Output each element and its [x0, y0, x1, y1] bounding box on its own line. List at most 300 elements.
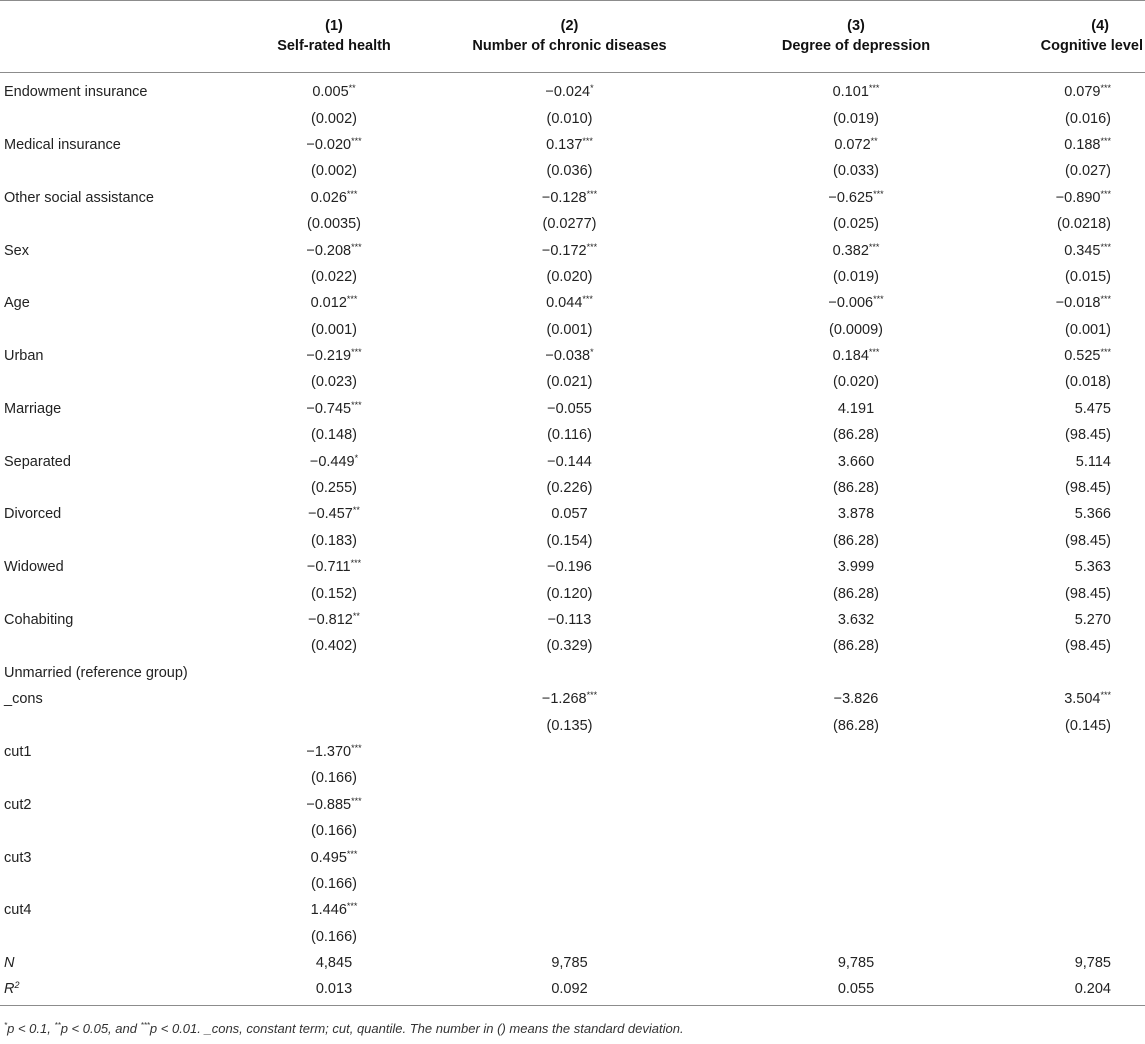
- table-cell: [424, 607, 715, 633]
- table-cell: [244, 686, 424, 712]
- column-number-row: [0, 1, 1145, 36]
- table-row: [0, 950, 1145, 976]
- significance-stars: ***: [1100, 347, 1111, 358]
- table-cell: [715, 818, 997, 844]
- row-label: [0, 237, 244, 263]
- table-cell: [715, 871, 997, 897]
- table-cell: [244, 105, 424, 131]
- table-cell: [715, 976, 997, 1005]
- table-cell: [715, 792, 997, 818]
- table-row: [0, 818, 1145, 844]
- cell-value: −0.006: [828, 295, 874, 312]
- table-row: [0, 633, 1145, 659]
- table-row: [0, 871, 1145, 897]
- row-label: [0, 712, 244, 738]
- table-cell: [424, 290, 715, 316]
- table-cell: [424, 396, 715, 422]
- significance-stars: **: [352, 611, 360, 621]
- table-cell: [424, 211, 715, 237]
- table-cell: [997, 660, 1145, 686]
- table-cell: [424, 976, 715, 1005]
- cell-value: 0.012: [310, 295, 347, 312]
- cell-value: 0.057: [551, 506, 588, 523]
- cell-value: (0.152): [311, 585, 357, 602]
- table-cell: [244, 924, 424, 950]
- significance-stars: *: [590, 83, 594, 94]
- cell-value: (0.0277): [542, 216, 597, 233]
- cell-value: (98.45): [1065, 480, 1111, 497]
- column-name-row: [0, 36, 1145, 73]
- table-cell: [715, 739, 997, 765]
- table-cell: [997, 528, 1145, 554]
- cell-value: (98.45): [1065, 585, 1111, 602]
- table-cell: [715, 660, 997, 686]
- table-cell: [424, 73, 715, 106]
- table-cell: [715, 211, 997, 237]
- significance-stars: ***: [351, 241, 362, 252]
- table-cell: [997, 369, 1145, 395]
- cell-value: 4.191: [837, 400, 875, 417]
- column-name: Number of chronic diseases: [424, 36, 715, 73]
- table-cell: [424, 158, 715, 184]
- cell-value: (0.166): [311, 928, 357, 945]
- table-row: [0, 343, 1145, 369]
- table-row: [0, 607, 1145, 633]
- table-cell: [244, 607, 424, 633]
- cell-value: (86.28): [833, 427, 879, 444]
- table-cell: [424, 422, 715, 448]
- row-label: [0, 343, 244, 369]
- table-cell: [244, 73, 424, 106]
- cell-value: −0.113: [547, 612, 592, 628]
- row-label-text: _cons: [4, 691, 43, 708]
- table-cell: [424, 712, 715, 738]
- table-cell: [997, 580, 1145, 606]
- cell-value: −0.219: [306, 348, 352, 365]
- cell-value: 3.878: [837, 506, 875, 523]
- table-cell: [715, 264, 997, 290]
- table-cell: [997, 158, 1145, 184]
- table-cell: [715, 448, 997, 474]
- table-row: [0, 660, 1145, 686]
- table-cell: [244, 264, 424, 290]
- table-cell: [715, 501, 997, 527]
- row-label-text: cut4: [4, 902, 32, 919]
- cell-value: 9,785: [837, 955, 875, 972]
- cell-value: (98.45): [1065, 638, 1111, 655]
- table-cell: [424, 185, 715, 211]
- table-cell: [997, 185, 1145, 211]
- significance-stars: ***: [868, 241, 880, 252]
- cell-value: 0.044: [546, 295, 583, 312]
- cell-value: −0.890: [1055, 189, 1101, 206]
- table-cell: [424, 343, 715, 369]
- table-row: [0, 501, 1145, 527]
- row-label-text: N: [4, 955, 15, 972]
- cell-value: −0.449: [309, 453, 355, 470]
- table-cell: [997, 132, 1145, 158]
- row-label: [0, 924, 244, 950]
- table-row: [0, 132, 1145, 158]
- table-row: [0, 290, 1145, 316]
- table-cell: [997, 633, 1145, 659]
- table-row: [0, 448, 1145, 474]
- table-cell: [715, 924, 997, 950]
- cell-value: 9,785: [551, 955, 588, 972]
- significance-stars: ***: [346, 188, 358, 199]
- cell-value: −1.370: [306, 743, 352, 760]
- table-cell: [997, 607, 1145, 633]
- table-cell: [424, 897, 715, 923]
- significance-stars: ***: [873, 188, 884, 199]
- table-cell: [715, 369, 997, 395]
- table-cell: [997, 396, 1145, 422]
- cell-value: (0.021): [546, 374, 593, 391]
- table-row: [0, 475, 1145, 501]
- table-cell: [997, 343, 1145, 369]
- cell-value: 3.660: [837, 453, 875, 470]
- significance-stars: ***: [868, 83, 880, 94]
- table-row: [0, 422, 1145, 448]
- table-footnote: [4, 1021, 684, 1036]
- row-label: [0, 633, 244, 659]
- row-label: [0, 528, 244, 554]
- cell-value: 5.363: [1074, 559, 1111, 576]
- table-cell: [244, 871, 424, 897]
- significance-stars: ***: [1100, 294, 1111, 305]
- cell-value: (0.015): [1065, 268, 1111, 285]
- row-label: [0, 73, 244, 106]
- cell-value: −0.018: [1055, 295, 1101, 312]
- cell-value: 5.366: [1074, 506, 1111, 523]
- table-cell: [997, 264, 1145, 290]
- table-cell: [244, 158, 424, 184]
- row-label: [0, 105, 244, 131]
- significance-stars: **: [870, 135, 878, 146]
- row-label: [0, 422, 244, 448]
- table-cell: [997, 448, 1145, 474]
- row-label: [0, 158, 244, 184]
- cell-value: (0.0218): [1056, 216, 1111, 233]
- row-label: [0, 686, 244, 712]
- table-cell: [424, 792, 715, 818]
- table-row: [0, 317, 1145, 343]
- row-label: [0, 897, 244, 923]
- cell-value: −0.812: [308, 612, 353, 628]
- row-label: [0, 976, 244, 1005]
- significance-stars: **: [348, 83, 356, 94]
- cell-value: 0.495: [310, 849, 347, 866]
- table-cell: [997, 290, 1145, 316]
- table-cell: [244, 976, 424, 1005]
- footnote-text: p < 0.05, and: [60, 1021, 141, 1036]
- footnote-superscript: **: [54, 1021, 61, 1030]
- row-label-text: R: [4, 981, 15, 998]
- table-cell: [715, 686, 997, 712]
- table-cell: [997, 475, 1145, 501]
- cell-value: (0.0009): [828, 321, 883, 338]
- table-cell: [997, 818, 1145, 844]
- table-row: [0, 897, 1145, 923]
- table-cell: [244, 237, 424, 263]
- table-row: [0, 264, 1145, 290]
- cell-value: (0.002): [311, 110, 357, 127]
- row-label: [0, 950, 244, 976]
- cell-value: −0.172: [541, 242, 587, 259]
- table-cell: [997, 739, 1145, 765]
- cell-value: 0.188: [1064, 136, 1101, 153]
- table-row: [0, 686, 1145, 712]
- cell-value: 0.013: [315, 981, 353, 998]
- table-cell: [424, 818, 715, 844]
- row-label-text: Sex: [4, 242, 29, 259]
- table-cell: [244, 317, 424, 343]
- table-cell: [715, 528, 997, 554]
- row-label-text: Other social assistance: [4, 189, 154, 206]
- table-cell: [424, 844, 715, 870]
- table-cell: [997, 686, 1145, 712]
- cell-value: (0.116): [547, 427, 592, 444]
- table-header: [0, 1, 1145, 73]
- row-label: [0, 475, 244, 501]
- cell-value: (86.28): [833, 585, 879, 602]
- table-cell: [715, 422, 997, 448]
- row-label: [0, 660, 244, 686]
- table-cell: [715, 844, 997, 870]
- cell-value: 3.999: [837, 559, 875, 576]
- table-cell: [997, 765, 1145, 791]
- cell-value: −0.208: [306, 242, 352, 259]
- table-cell: [244, 633, 424, 659]
- table-row: [0, 580, 1145, 606]
- table-cell: [715, 317, 997, 343]
- table-row: [0, 765, 1145, 791]
- table-cell: [997, 105, 1145, 131]
- cell-value: 3.632: [837, 612, 875, 628]
- table-cell: [244, 343, 424, 369]
- table-cell: [244, 580, 424, 606]
- significance-stars: ***: [1100, 241, 1111, 252]
- cell-value: (0.033): [833, 163, 879, 180]
- row-label: [0, 871, 244, 897]
- cell-value: −0.196: [547, 559, 592, 576]
- table-cell: [715, 607, 997, 633]
- table-cell: [997, 211, 1145, 237]
- table-cell: [715, 897, 997, 923]
- significance-stars: *: [590, 347, 594, 358]
- row-label-text: Cohabiting: [4, 612, 74, 628]
- cell-value: (0.001): [546, 321, 593, 338]
- row-label: [0, 211, 244, 237]
- table-cell: [424, 924, 715, 950]
- cell-value: 5.270: [1074, 612, 1111, 628]
- table-cell: [244, 950, 424, 976]
- row-label: [0, 844, 244, 870]
- significance-stars: ***: [1100, 83, 1111, 94]
- cell-value: (0.036): [546, 163, 593, 180]
- table-cell: [244, 765, 424, 791]
- table-cell: [244, 396, 424, 422]
- cell-value: (86.28): [833, 532, 879, 549]
- table-cell: [715, 712, 997, 738]
- table-cell: [244, 712, 424, 738]
- row-label: [0, 317, 244, 343]
- significance-stars: ***: [351, 399, 362, 410]
- cell-value: (0.145): [1065, 717, 1111, 734]
- table-cell: [244, 739, 424, 765]
- table-cell: [715, 290, 997, 316]
- cell-value: −0.711: [306, 559, 351, 576]
- table-cell: [424, 633, 715, 659]
- cell-value: (0.166): [311, 823, 357, 840]
- table-cell: [424, 660, 715, 686]
- significance-stars: ***: [1100, 188, 1111, 199]
- cell-value: −0.128: [541, 189, 587, 206]
- table-cell: [244, 369, 424, 395]
- column-number: (2): [560, 18, 579, 34]
- column-name: Cognitive level: [997, 36, 1145, 73]
- table-cell: [244, 501, 424, 527]
- row-label-text: Widowed: [4, 559, 64, 576]
- table-cell: [997, 501, 1145, 527]
- table-cell: [244, 211, 424, 237]
- cell-value: (0.135): [546, 717, 593, 734]
- significance-stars: ***: [351, 347, 362, 358]
- table-cell: [715, 633, 997, 659]
- table-cell: [715, 950, 997, 976]
- table-cell: [997, 792, 1145, 818]
- cell-value: 0.005: [312, 84, 349, 101]
- cell-value: −3.826: [833, 691, 879, 708]
- cell-value: (0.027): [1065, 163, 1111, 180]
- cell-value: (0.018): [1065, 374, 1111, 391]
- table-cell: [424, 554, 715, 580]
- significance-stars: ***: [868, 347, 880, 358]
- table-cell: [244, 475, 424, 501]
- cell-value: −0.457: [308, 506, 353, 523]
- row-label-text: Age: [4, 295, 30, 312]
- significance-stars: ***: [586, 241, 598, 252]
- table-row: [0, 369, 1145, 395]
- cell-value: 5.475: [1074, 400, 1111, 417]
- row-label-text: cut1: [4, 743, 32, 760]
- cell-value: 1.446: [310, 902, 347, 919]
- table-cell: [997, 924, 1145, 950]
- cell-value: (0.0035): [306, 216, 361, 233]
- cell-value: (0.255): [311, 480, 357, 497]
- cell-value: (0.001): [1065, 321, 1111, 338]
- table-cell: [424, 317, 715, 343]
- row-label: [0, 448, 244, 474]
- significance-stars: ***: [1100, 690, 1111, 701]
- table-cell: [424, 871, 715, 897]
- table-cell: [997, 712, 1145, 738]
- table-cell: [715, 554, 997, 580]
- row-label-superscript: 2: [14, 980, 20, 991]
- significance-stars: **: [352, 505, 360, 516]
- table-cell: [424, 369, 715, 395]
- significance-stars: ***: [346, 848, 358, 859]
- table-cell: [715, 237, 997, 263]
- row-label: [0, 607, 244, 633]
- footnote-text: p < 0.01. _cons, constant term; cut, quantile. The number in () means the standard deviation.: [149, 1021, 684, 1036]
- table-cell: [424, 132, 715, 158]
- cell-value: 3.504: [1064, 691, 1101, 708]
- table-cell: [424, 237, 715, 263]
- row-label: [0, 396, 244, 422]
- cell-value: (0.166): [311, 770, 357, 787]
- cell-value: 0.055: [837, 981, 875, 998]
- table-cell: [715, 765, 997, 791]
- table-cell: [715, 132, 997, 158]
- column-number: (3): [847, 18, 865, 34]
- significance-stars: ***: [346, 901, 358, 912]
- table-cell: [424, 448, 715, 474]
- table-cell: [244, 554, 424, 580]
- table-row: [0, 844, 1145, 870]
- table-cell: [997, 871, 1145, 897]
- table-cell: [715, 580, 997, 606]
- significance-stars: *: [354, 452, 359, 463]
- significance-stars: ***: [873, 294, 884, 305]
- cell-value: −1.268: [541, 691, 587, 708]
- cell-value: (98.45): [1065, 427, 1111, 444]
- table-row: [0, 185, 1145, 211]
- table-cell: [424, 950, 715, 976]
- row-label: [0, 739, 244, 765]
- cell-value: (0.402): [311, 638, 357, 655]
- cell-value: (0.154): [546, 532, 593, 549]
- column-number: (1): [325, 18, 343, 34]
- table-cell: [244, 897, 424, 923]
- row-label: [0, 554, 244, 580]
- footnote-text: p < 0.1,: [7, 1021, 55, 1036]
- cell-value: (0.019): [833, 268, 879, 285]
- table-cell: [997, 237, 1145, 263]
- row-label-text: Medical insurance: [4, 136, 121, 153]
- cell-value: (86.28): [833, 638, 879, 655]
- cell-value: 0.525: [1064, 348, 1101, 365]
- cell-value: (0.120): [546, 585, 593, 602]
- table-row: [0, 554, 1145, 580]
- cell-value: 0.101: [832, 84, 869, 101]
- table-cell: [424, 739, 715, 765]
- cell-value: (0.016): [1065, 110, 1111, 127]
- cell-value: (0.002): [311, 163, 357, 180]
- table-cell: [997, 976, 1145, 1005]
- cell-value: (0.166): [311, 875, 357, 892]
- table-cell: [715, 73, 997, 106]
- row-label-text: Separated: [4, 453, 71, 470]
- table-cell: [244, 818, 424, 844]
- significance-stars: ***: [586, 188, 598, 199]
- cell-value: −0.024: [545, 84, 591, 101]
- row-label-text: Unmarried (reference group): [4, 664, 188, 681]
- table-row: [0, 158, 1145, 184]
- table-cell: [715, 475, 997, 501]
- cell-value: 0.345: [1064, 242, 1101, 259]
- cell-value: 0.137: [546, 136, 583, 153]
- cell-value: (0.183): [311, 532, 357, 549]
- cell-value: (0.022): [311, 268, 357, 285]
- row-label: [0, 264, 244, 290]
- cell-value: (98.45): [1065, 532, 1111, 549]
- row-label: [0, 818, 244, 844]
- cell-value: 0.204: [1074, 981, 1111, 998]
- significance-stars: ***: [582, 135, 593, 146]
- cell-value: −0.625: [828, 189, 874, 206]
- table-cell: [424, 501, 715, 527]
